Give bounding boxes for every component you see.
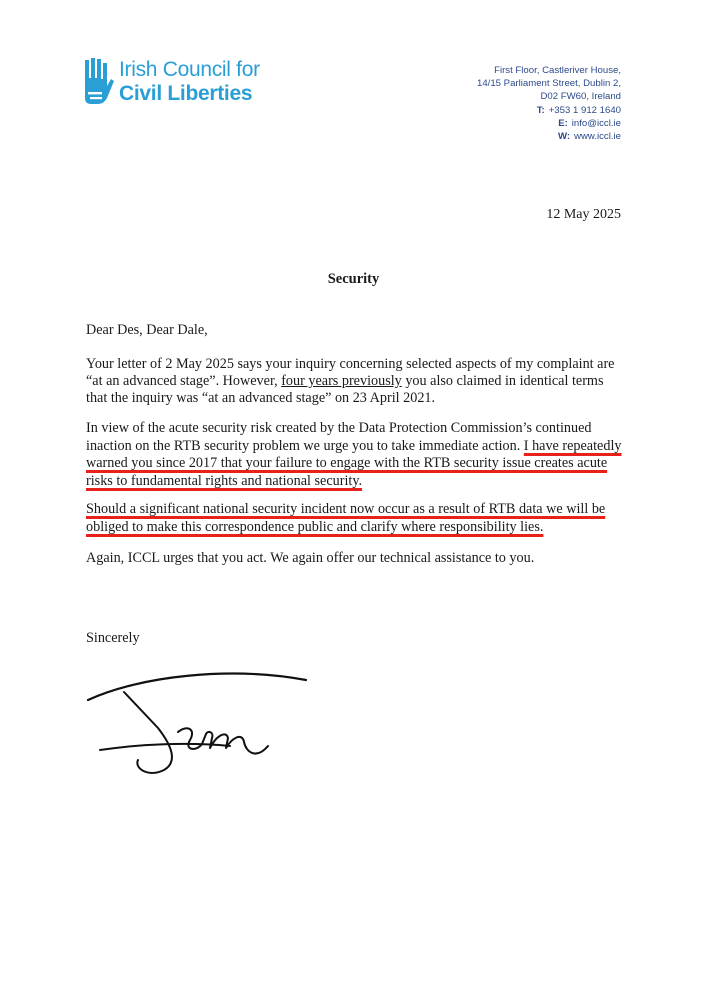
address-line: First Floor, Castleriver House, — [494, 65, 621, 76]
paragraph-2-text-a: In view of the acute security risk created by the Data Protection Commission’s continued inaction on the RTB security problem we urge you to take immediate action. — [86, 420, 592, 454]
paragraph-3 — [86, 501, 626, 536]
raised-hand-icon — [78, 56, 116, 110]
paragraph-1-text-c: you also claimed in identical terms that the inquiry was “at an advanced stage” on 23 April 2021. — [86, 373, 604, 406]
email-address[interactable]: info@iccl.ie — [571, 117, 621, 129]
address-line: D02 FW60, Ireland — [540, 91, 621, 103]
web-line — [477, 130, 621, 143]
org-address-block — [477, 64, 621, 143]
email-label: E: — [558, 117, 568, 129]
phone-label: T: — [536, 104, 545, 116]
web-label: W: — [558, 131, 571, 143]
phone-number: +353 1 912 1640 — [548, 104, 621, 116]
iccl-logo — [78, 56, 298, 112]
paragraph-1-underlined-phrase: four years previously — [281, 373, 402, 389]
phone-line — [477, 104, 621, 117]
letter-date: 12 May 2025 — [546, 207, 621, 222]
paragraph-3-highlighted-warning: Should a significant national security incident now occur as a result of RTB data we will be obliged to make this correspondence public and clarify where responsibility lies. — [86, 501, 606, 535]
closing: Sincerely — [86, 630, 140, 646]
paragraph-2 — [86, 420, 626, 490]
website-link[interactable]: www.iccl.ie — [574, 131, 621, 143]
address-line: 14/15 Parliament Street, Dublin 2, — [477, 78, 621, 90]
paragraph-4: Again, ICCL urges that you act. We again offer our technical assistance to you. — [86, 550, 535, 566]
org-name-line2: Civil Liberties — [119, 82, 253, 105]
paragraph-1-text-a: Your letter of 2 May 2025 says your inquiry concerning selected aspects of my complaint are “at an advanced stage”. However, — [86, 356, 615, 389]
paragraph-1 — [86, 356, 626, 407]
org-name-line1: Irish Council for — [119, 58, 260, 81]
salutation: Dear Des, Dear Dale, — [86, 322, 208, 338]
paragraph-2-highlighted-warning: I have repeatedly warned you since 2017 that your failure to engage with the RTB security issue creates acute risks to fundamental rights and national security. — [86, 437, 622, 489]
handwritten-signature — [80, 662, 320, 787]
letter-subject: Security — [327, 271, 380, 287]
email-line — [477, 117, 621, 130]
